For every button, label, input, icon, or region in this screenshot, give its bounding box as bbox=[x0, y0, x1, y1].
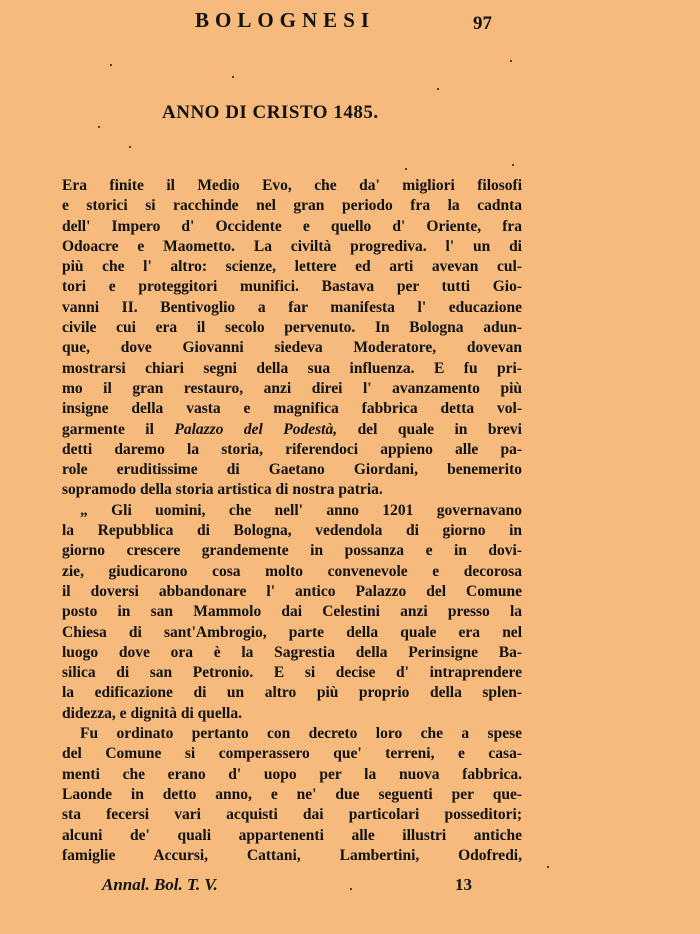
text-line: menti che erano d' uopo per la nuova fabbrica. bbox=[62, 765, 522, 783]
text-line: role eruditissime di Gaetano Giordani, benemerito bbox=[62, 461, 522, 479]
print-speck bbox=[98, 126, 100, 128]
text-line: dell' Impero d' Occidente e quello d' Oriente, fra bbox=[62, 217, 522, 235]
running-head bbox=[0, 8, 700, 38]
text-line: „ Gli uomini, che nell' anno 1201 governavano bbox=[80, 501, 522, 519]
print-speck bbox=[129, 146, 131, 148]
text-line: insigne della vasta e magnifica fabbrica detta vol- bbox=[62, 400, 522, 418]
text-line: Fu ordinato pertanto con decreto loro che a spese bbox=[80, 725, 522, 743]
page-number: 97 bbox=[473, 13, 492, 34]
text-line: zie, giudicarono cosa molto convenevole e decorosa bbox=[62, 562, 522, 580]
sheet-number: 13 bbox=[455, 875, 472, 894]
text-line: didezza, e dignità di quella. bbox=[62, 704, 242, 722]
text-line: famiglie Accursi, Cattani, Lambertini, Odofredi, bbox=[62, 846, 522, 864]
print-speck bbox=[437, 88, 439, 90]
text-line: Era finite il Medio Evo, che da' migliori filosofi bbox=[62, 177, 522, 194]
text-line: civile cui era il secolo pervenuto. In Bologna adun- bbox=[62, 319, 522, 337]
print-speck bbox=[510, 60, 512, 62]
text-line-with-italic bbox=[62, 420, 522, 440]
text-line: del Comune si comperassero que' terreni, e casa- bbox=[62, 745, 522, 763]
text-line: Chiesa di sant'Ambrogio, parte della quale era nel bbox=[62, 623, 522, 641]
signature-mark: Annal. Bol. T. V. bbox=[102, 875, 218, 894]
text-segment: del quale in brevi bbox=[337, 420, 522, 438]
text-line: la edificazione di un altro più proprio della splen- bbox=[62, 684, 522, 702]
text-line: detti daremo la storia, riferendoci appieno alle pa- bbox=[62, 440, 522, 458]
print-speck bbox=[405, 168, 407, 170]
palazzo-title: Palazzo del Podestà, bbox=[174, 420, 338, 438]
text-line: Laonde in detto anno, e ne' due seguenti per que- bbox=[62, 785, 522, 803]
text-line: vanni II. Bentivoglio a far manifesta l' educazione bbox=[62, 298, 522, 316]
print-speck bbox=[512, 164, 514, 166]
text-line: giorno crescere grandemente in possanza e in dovi- bbox=[62, 542, 522, 560]
text-line: sopramodo della storia artistica di nostra patria. bbox=[62, 481, 383, 499]
footer bbox=[0, 875, 700, 899]
print-speck bbox=[547, 866, 549, 868]
text-line: sta fecersi vari acquisti dai particolari posseditori; bbox=[62, 806, 522, 824]
text-line: que, dove Giovanni siedeva Moderatore, dovevan bbox=[62, 339, 522, 357]
text-line: il doversi abbandonare l' antico Palazzo del Comune bbox=[62, 582, 522, 600]
print-speck bbox=[110, 64, 112, 66]
body-text bbox=[62, 176, 522, 866]
text-line: e storici si racchinde nel gran periodo fra la cadnta bbox=[62, 197, 522, 215]
text-line: Odoacre e Maometto. La civiltà progrediva. l' un di bbox=[62, 237, 522, 255]
print-speck bbox=[350, 888, 352, 890]
text-line: luogo dove ora è la Sagrestia della Perinsigne Ba- bbox=[62, 643, 522, 661]
text-line: tori e proteggitori munifici. Bastava per tutti Gio- bbox=[62, 278, 522, 296]
text-line: posto in san Mammolo dai Celestini anzi presso la bbox=[62, 603, 522, 621]
running-title: BOLOGNESI bbox=[195, 8, 376, 32]
text-line: mostrarsi chiari segni della sua influenza. E fu pri- bbox=[62, 359, 522, 377]
text-line: silica di san Petronio. E si decise d' intraprendere bbox=[62, 664, 522, 682]
text-line: mo il gran restauro, anzi direi l' avanzamento più bbox=[62, 379, 522, 397]
print-speck bbox=[232, 76, 234, 78]
text-segment: garmente il bbox=[62, 420, 175, 438]
section-title: ANNO DI CRISTO 1485. bbox=[162, 102, 379, 123]
text-line: più che l' altro: scienze, lettere ed arti avevan cul- bbox=[62, 258, 522, 276]
text-line: alcuni de' quali appartenenti alle illustri antiche bbox=[62, 826, 522, 844]
text-line: la Repubblica di Bologna, vedendola di giorno in bbox=[62, 522, 522, 540]
